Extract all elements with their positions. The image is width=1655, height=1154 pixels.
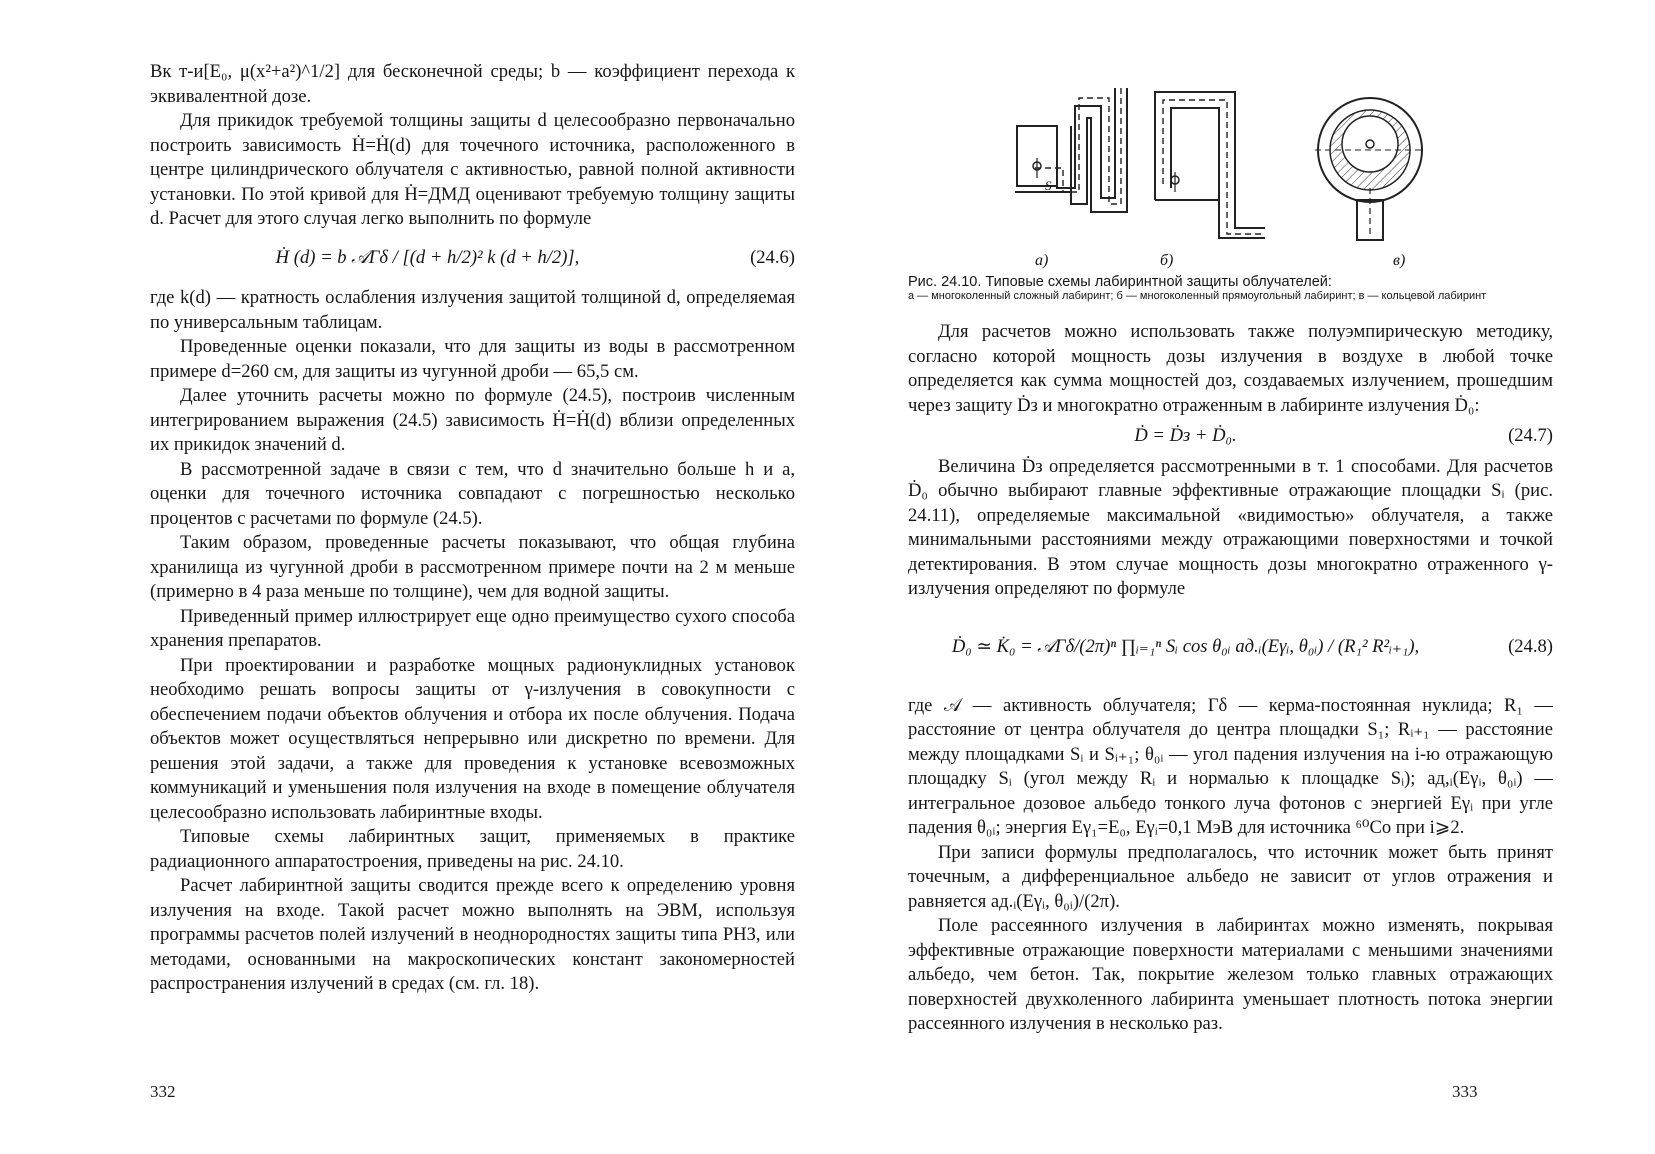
paragraph: В рассмотренной задаче в связи с тем, что d значительно больше h и a, оценки для точечного источника совпадают с погрешностью несколько процентов с расчетами по формуле (24.5). [150,458,795,529]
paragraph: где k(d) — кратность ослабления излучения защитой толщиной d, определяемая по универсальным таблицам. [150,287,795,333]
page-number-right: 333 [1452,1082,1478,1101]
paragraph: Далее уточнить расчеты можно по формуле (24.5), построив численным интегрированием выражения (24.5) зависимость Ḣ=Ḣ(d) вблизи определенных их прикидок значений d. [150,385,795,455]
paragraph: Поле рассеянного излучения в лабиринтах можно изменять, покрывая эффективные отражающие поверхности материалами с меньшими значениями альбедо, чем бетон. Так, покрытие железом только главных отражающих поверхностей двухколенного лабиринта уменьшает плотность потока энергии рассеянного излучения в несколько раз. [908,915,1553,1034]
page-number-left: 332 [150,1082,176,1101]
figure-label-b: б) [1160,252,1174,269]
caption-subtitle: а — многоколенный сложный лабиринт; б — многоколенный прямоугольный лабиринт; в — кольцевой лабиринт [908,290,1487,302]
paragraph: Таким образом, проведенные расчеты показывают, что общая глубина хранилища из чугунной дроби в рассмотренном примере почти на 2 м меньше (примерно в 4 раза меньше по толщине), чем для водной защиты. [150,532,795,602]
figure-caption [908,274,1553,303]
equation-24-8 [908,612,1553,684]
figure-label-c: в) [1393,252,1406,269]
equation-24-7 [908,424,1553,449]
paragraph: Для расчетов можно использовать также полуэмпирическую методику, согласно которой мощность дозы излучения в воздухе в любой точке определяется как сумма мощностей доз, создаваемых излучением, прошедшим через защиту Ḋз и многократно отраженным в лабиринте излучения Ḋ₀: [908,321,1553,416]
equation-number: (24.7) [1508,425,1553,446]
paragraph: где 𝒜 — активность облучателя; Γδ — керма-постоянная нуклида; R₁ — расстояние от центра облучателя до центра площадки S₁; Rᵢ₊₁ — расстояние между площадками Sᵢ и Sᵢ₊₁; θ₀ᵢ — угол падения излучения на i-ю отражающую площадку Sᵢ (угол между Rᵢ и нормалью к площадке Sᵢ); aд,ᵢ(Eγᵢ, θ₀ᵢ) — интегральное дозовое альбедо тонкого луча фотонов с энергией Eγᵢ при угле падения θ₀ᵢ; энергия Eγ₁=E₀, Eγᵢ=0,1 МэВ для источника ⁶⁰Co при i⩾2. [908,694,1553,838]
paragraph: Величина Ḋз определяется рассмотренными в т. 1 способами. Для расчетов Ḋ₀ обычно выбирают главные эффективные отражающие площадки Sᵢ (рис. 24.11), определяемые максимальной «видимостью» облучателя, а также минимальными расстояниями между отражающими поверхностями и точкой детектирования. В этом случае мощность дозы многократно отраженного γ-излучения определяют по формуле [908,455,1553,599]
paragraph: Для прикидок требуемой толщины защиты d целесообразно первоначально построить зависимость Ḣ=Ḣ(d) для точечного источника, расположенного в центре цилиндрического облучателя с активностью, равной полной активности установки. По этой кривой для Ḣ=ДМД оценивают требуемую толщину защиты d. Расчет для этого случая легко выполнить по формуле [150,110,795,229]
labyrinth-a-diagram [1015,88,1127,212]
labyrinth-b-diagram [1155,92,1265,238]
paragraph: При проектировании и разработке мощных радионуклидных установок необходимо решать вопросы защиты от γ-излучения в совокупности с обеспечением подачи объектов облучения и отбора их после облучения. Подача объектов может осуществляться непрерывно или дискретно по времени. Для решения этой задачи, а также для проведения к установке всевозможных коммуникаций и уменьшения поля излучения на входе в помещение облучателя целесообразно использовать лабиринтные входы. [150,654,795,823]
paragraph: Приведенный пример иллюстрирует еще одно преимущество сухого способа хранения препаратов. [150,605,795,651]
source-label: S [1045,178,1052,193]
equation-formula: Ḋ = Ḋз + Ḋ₀. [1134,425,1237,446]
paragraph: Bк т-и[E₀, μ(x²+a²)^1/2] для бесконечной среды; b — коэффициент перехода к эквивалентной дозе. [150,61,795,107]
paragraph: Проведенные оценки показали, что для защиты из воды в рассмотренном примере d=260 см, для защиты из чугунной дроби — 65,5 см. [150,336,795,382]
right-page [908,320,1553,1037]
labyrinth-figure [1015,88,1485,248]
left-page [150,60,795,997]
paragraph: Типовые схемы лабиринтных защит, применяемых в практике радиационного аппаратостроения, приведены на рис. 24.10. [150,826,795,872]
equation-formula: Ḋ₀ ≃ K̇₀ = 𝒜Γδ/(2π)ⁿ ∏ᵢ₌₁ⁿ Sᵢ cos θ₀ᵢ aд.ᵢ(Eγᵢ, θ₀ᵢ) / (R₁² R²ᵢ₊₁), [951,636,1420,658]
source-a [1033,158,1041,178]
paragraph: Расчет лабиринтной защиты сводится прежде всего к определению уровня излучения на входе. Такой расчет можно выполнять на ЭВМ, используя программы расчетов полей излучений в неоднородностях защиты типа РНЗ, или методами, основанными на макроскопических констант закономерностей распространения излучений в средах (см. гл. 18). [150,875,795,994]
source-b [1171,172,1179,192]
equation-number: (24.6) [750,246,795,268]
equation-24-6 [150,246,795,271]
figure-label-a: а) [1035,252,1049,269]
equation-number: (24.8) [1508,636,1553,658]
caption-title: Рис. 24.10. Типовые схемы лабиринтной защиты облучателей: [908,274,1332,290]
paragraph: При записи формулы предполагалось, что источник может быть принят точечным, а дифференциальное альбедо не зависит от углов отражения и равняется aд.ᵢ(Eγᵢ, θ₀ᵢ)/(2π). [908,841,1553,912]
equation-formula: Ḣ (d) = b 𝒜Γδ / [(d + h/2)² k (d + h/2)], [275,246,580,268]
labyrinth-c-diagram [1315,98,1425,240]
